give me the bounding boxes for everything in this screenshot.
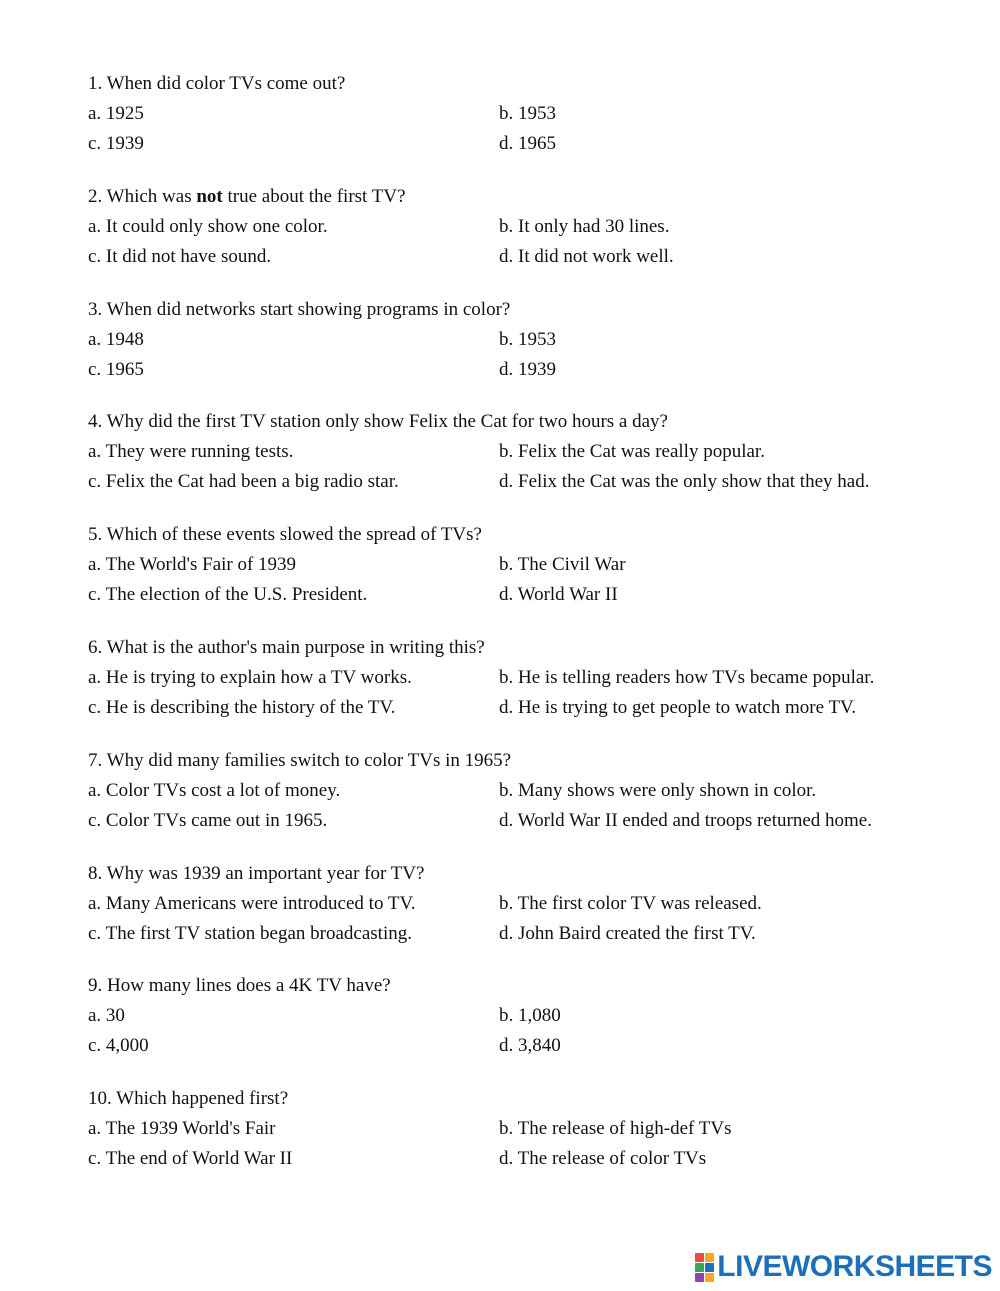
question-text-emphasis: not (196, 185, 223, 207)
option-c[interactable]: c. It did not have sound. (88, 245, 272, 267)
option-b[interactable]: b. The first color TV was released. (499, 892, 762, 914)
option-d[interactable]: d. 1939 (499, 358, 556, 380)
option-d[interactable]: d. World War II ended and troops returned home. (499, 809, 872, 831)
question-text: 5. Which of these events slowed the spread of TVs? (88, 524, 482, 546)
option-d[interactable]: d. He is trying to get people to watch more TV. (499, 696, 857, 718)
question-10 (88, 1085, 948, 1198)
option-d[interactable]: d. World War II (499, 584, 618, 606)
option-c[interactable]: c. 4,000 (88, 1035, 149, 1057)
question-text: 4. Why did the first TV station only show Felix the Cat for two hours a day? (88, 411, 668, 433)
option-d[interactable]: d. It did not work well. (499, 245, 674, 267)
option-b[interactable]: b. 1953 (499, 328, 556, 350)
option-c[interactable]: c. 1965 (88, 358, 144, 380)
logo-text: LIVEWORKSHEETS (717, 1250, 992, 1283)
liveworksheets-logo (695, 1249, 992, 1285)
logo-blocks-icon (695, 1253, 714, 1282)
question-2 (88, 183, 948, 296)
option-d[interactable]: d. The release of color TVs (499, 1148, 707, 1170)
option-d[interactable]: d. Felix the Cat was the only show that they had. (499, 471, 870, 493)
question-text: 3. When did networks start showing programs in color? (88, 298, 511, 320)
option-b[interactable]: b. Many shows were only shown in color. (499, 779, 817, 801)
option-b[interactable]: b. The release of high-def TVs (499, 1118, 732, 1140)
option-c[interactable]: c. The end of World War II (88, 1148, 293, 1170)
question-7 (88, 747, 948, 860)
option-a[interactable]: a. 30 (88, 1005, 125, 1027)
option-a[interactable]: a. The 1939 World's Fair (88, 1118, 276, 1140)
option-c[interactable]: c. He is describing the history of the TV. (88, 696, 396, 718)
question-4 (88, 408, 948, 521)
worksheet (88, 70, 948, 1198)
question-9 (88, 972, 948, 1085)
option-a[interactable]: a. It could only show one color. (88, 215, 328, 237)
logo-block (695, 1273, 704, 1282)
question-text: 9. How many lines does a 4K TV have? (88, 975, 391, 997)
question-6 (88, 634, 948, 747)
option-b[interactable]: b. 1,080 (499, 1005, 561, 1027)
option-d[interactable]: d. John Baird created the first TV. (499, 922, 756, 944)
option-b[interactable]: b. It only had 30 lines. (499, 215, 670, 237)
question-text: 6. What is the author's main purpose in writing this? (88, 636, 485, 658)
option-a[interactable]: a. Many Americans were introduced to TV. (88, 892, 416, 914)
logo-block (705, 1263, 714, 1272)
question-5 (88, 521, 948, 634)
option-c[interactable]: c. The election of the U.S. President. (88, 584, 368, 606)
logo-block (695, 1253, 704, 1262)
logo-block (705, 1253, 714, 1262)
logo-block (705, 1273, 714, 1282)
question-text: 1. When did color TVs come out? (88, 73, 346, 94)
question-text-suffix: true about the first TV? (222, 185, 406, 207)
option-c[interactable]: c. Felix the Cat had been a big radio star. (88, 471, 399, 493)
option-d[interactable]: d. 3,840 (499, 1035, 561, 1057)
question-text (88, 183, 406, 211)
question-text: 8. Why was 1939 an important year for TV? (88, 862, 425, 884)
option-a[interactable]: a. The World's Fair of 1939 (88, 554, 297, 576)
option-c[interactable]: c. The first TV station began broadcasting. (88, 922, 412, 944)
question-text: 7. Why did many families switch to color TVs in 1965? (88, 749, 512, 771)
option-a[interactable]: a. 1948 (88, 328, 144, 350)
option-c[interactable]: c. Color TVs came out in 1965. (88, 809, 328, 831)
logo-block (695, 1263, 704, 1272)
question-text: 10. Which happened first? (88, 1088, 289, 1110)
option-a[interactable]: a. They were running tests. (88, 441, 294, 463)
option-b[interactable]: b. Felix the Cat was really popular. (499, 441, 765, 463)
option-a[interactable]: a. Color TVs cost a lot of money. (88, 779, 341, 801)
question-text-prefix: 2. Which was (88, 185, 197, 207)
option-a[interactable]: a. 1925 (88, 103, 144, 124)
option-b[interactable]: b. He is telling readers how TVs became popular. (499, 666, 875, 688)
option-c[interactable]: c. 1939 (88, 133, 144, 154)
option-a[interactable]: a. He is trying to explain how a TV works. (88, 666, 412, 688)
question-3 (88, 296, 948, 409)
option-d[interactable]: d. 1965 (499, 133, 556, 154)
option-b[interactable]: b. The Civil War (499, 554, 626, 576)
question-8 (88, 860, 948, 973)
question-1 (88, 70, 948, 183)
option-b[interactable]: b. 1953 (499, 103, 556, 124)
